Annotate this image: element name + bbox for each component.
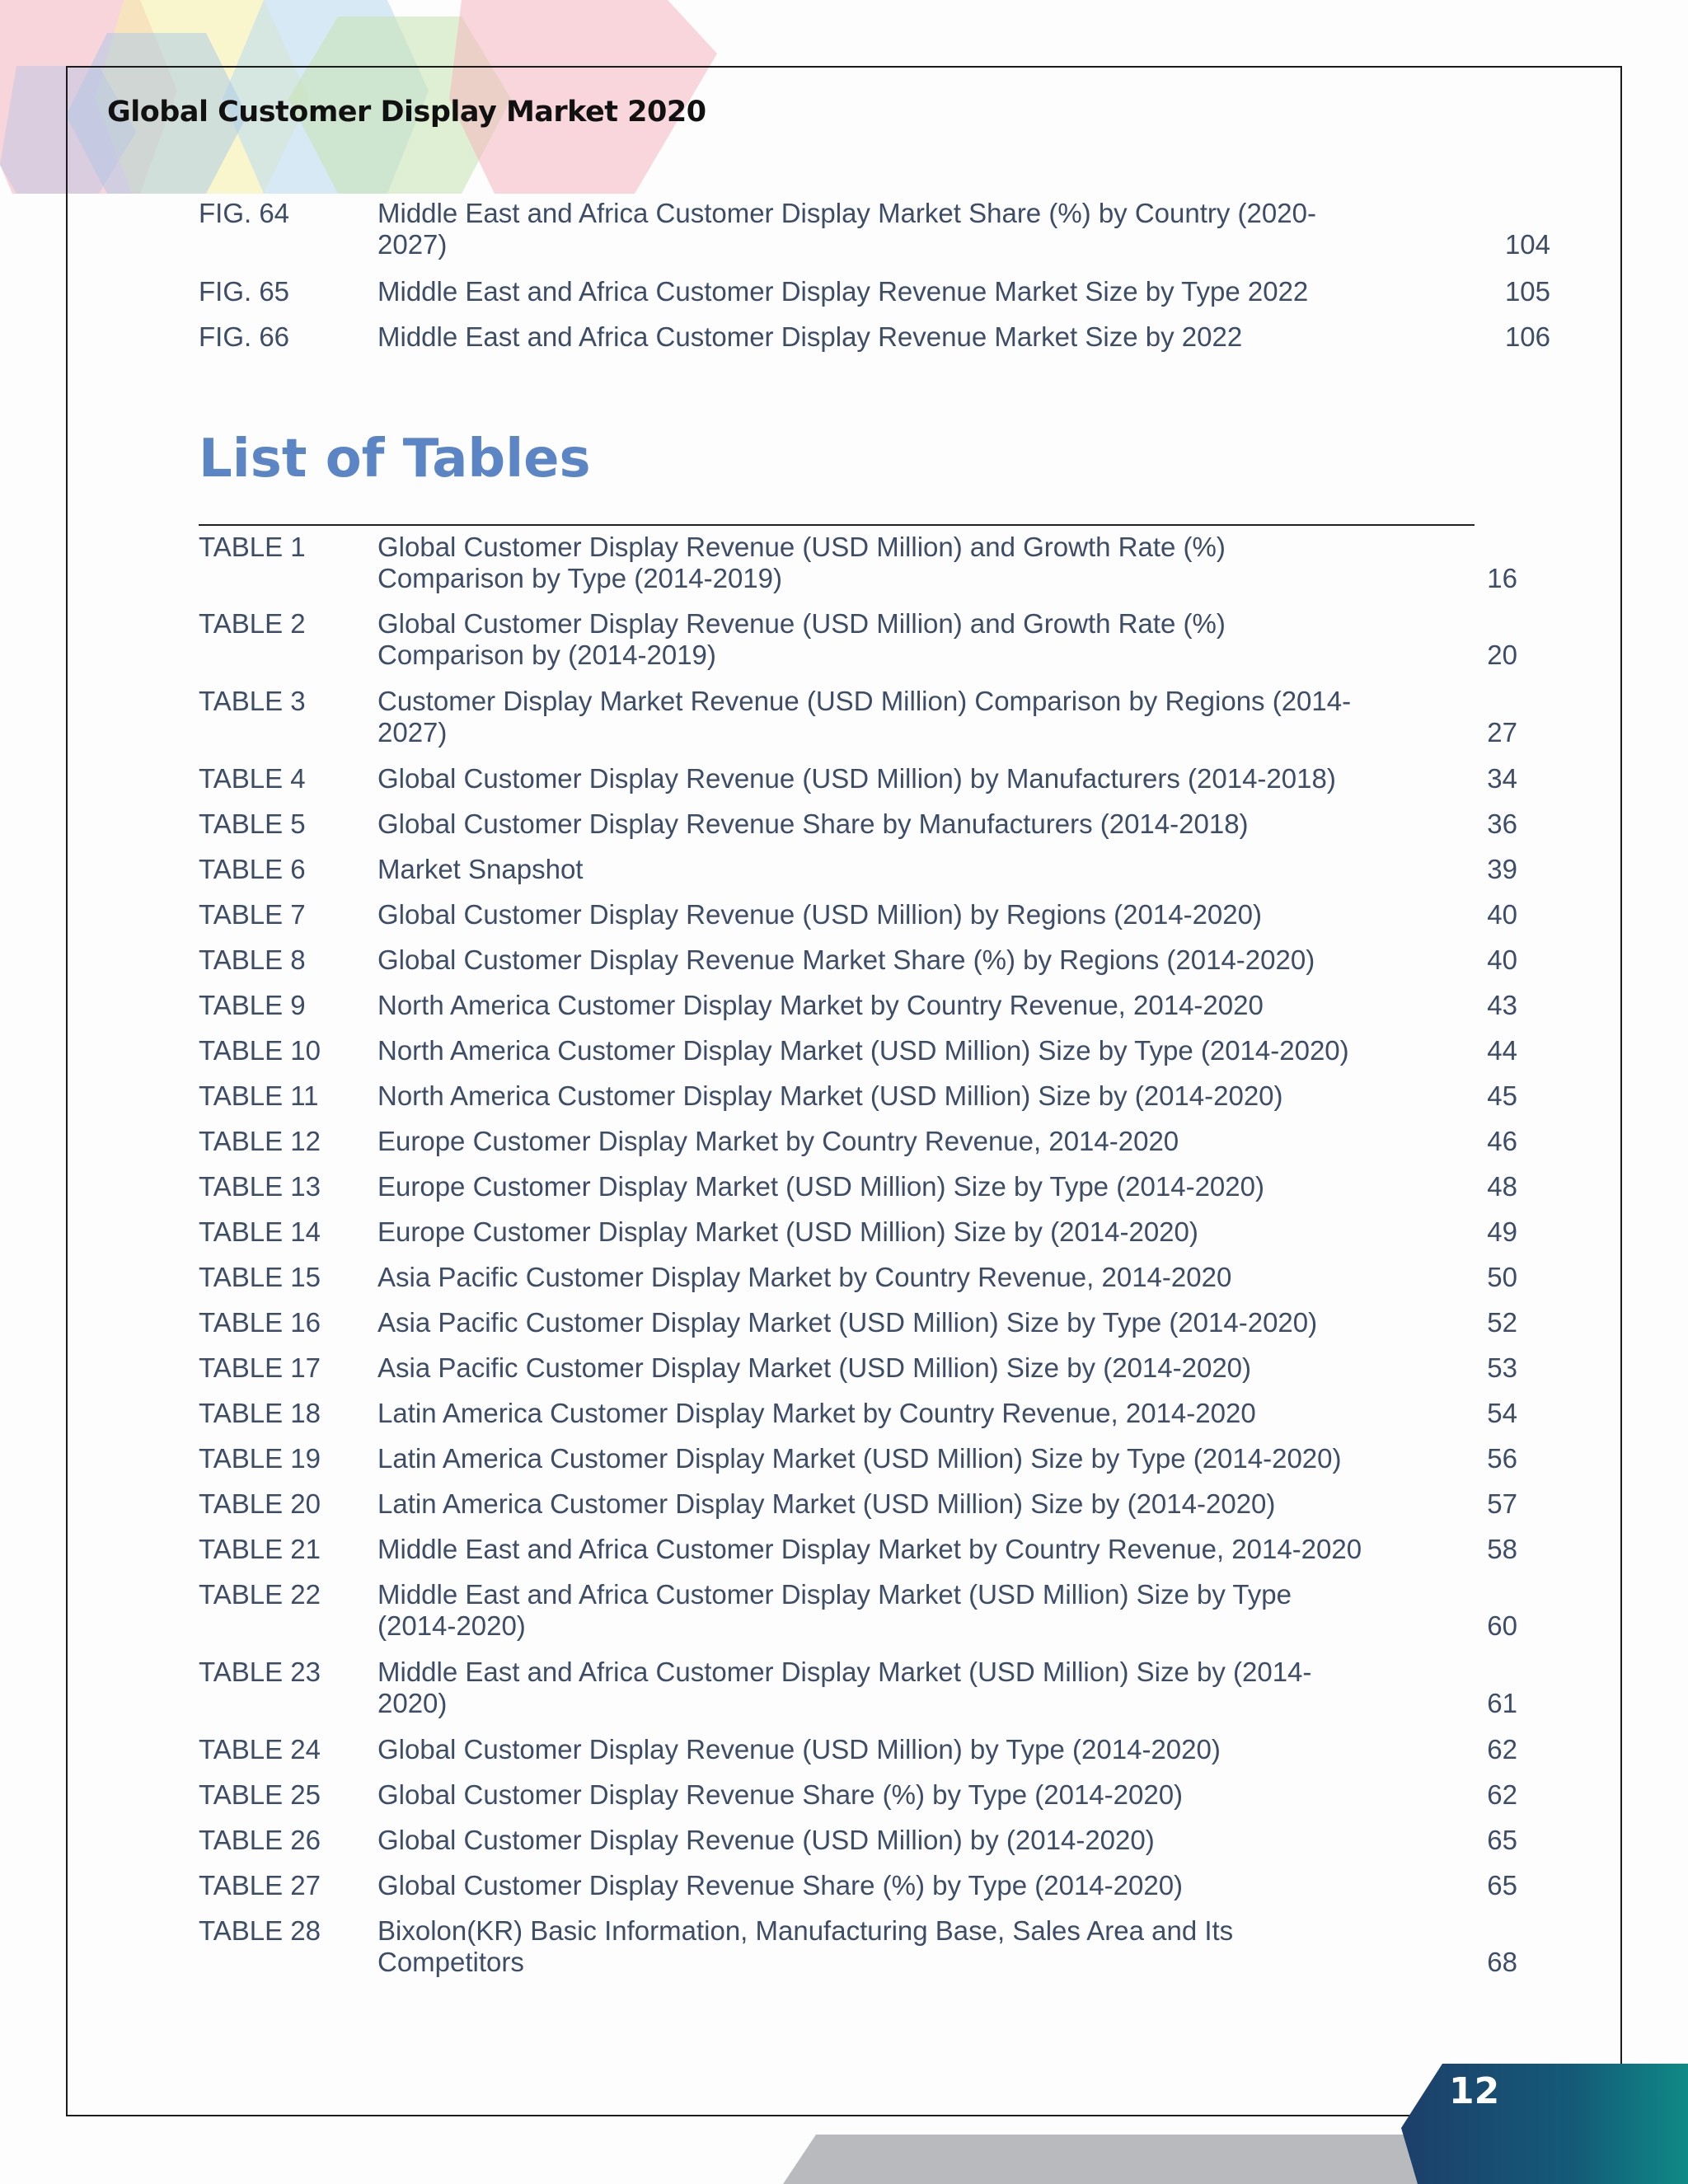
table-page-number: 36 — [1487, 808, 1517, 839]
table-label: TABLE 13 — [199, 1171, 321, 1202]
table-page-number: 58 — [1487, 1534, 1517, 1564]
table-label: TABLE 5 — [199, 808, 306, 839]
table-label: TABLE 9 — [199, 990, 306, 1020]
table-title: Middle East and Africa Customer Display Market by Country Revenue, 2014-2020 — [377, 1534, 1362, 1564]
table-label: TABLE 27 — [199, 1870, 321, 1900]
table-label: TABLE 7 — [199, 899, 306, 930]
figure-label: FIG. 65 — [199, 276, 290, 307]
table-label: TABLE 2 — [199, 608, 306, 639]
table-entry-6[interactable] — [199, 854, 1517, 885]
table-entry-28[interactable] — [199, 1915, 1517, 1978]
table-title: Latin America Customer Display Market by Country Revenue, 2014-2020 — [377, 1398, 1256, 1428]
table-label: TABLE 23 — [199, 1657, 321, 1687]
list-of-tables-heading: List of Tables — [199, 429, 591, 490]
table-label: TABLE 20 — [199, 1488, 321, 1519]
figure-page-number: 105 — [1504, 276, 1550, 307]
table-title: Global Customer Display Revenue (USD Million) by (2014-2020) — [377, 1825, 1155, 1855]
table-label: TABLE 21 — [199, 1534, 321, 1564]
table-page-number: 27 — [1487, 717, 1517, 748]
table-entry-25[interactable] — [199, 1779, 1517, 1811]
table-page-number: 61 — [1487, 1688, 1517, 1718]
table-page-number: 52 — [1487, 1307, 1517, 1338]
table-label: TABLE 14 — [199, 1216, 321, 1247]
table-entry-23[interactable] — [199, 1657, 1517, 1719]
table-page-number: 56 — [1487, 1443, 1517, 1474]
table-label: TABLE 8 — [199, 944, 306, 975]
table-label: TABLE 22 — [199, 1579, 321, 1610]
table-page-number: 34 — [1487, 763, 1517, 794]
table-page-number: 54 — [1487, 1398, 1517, 1428]
table-label: TABLE 28 — [199, 1915, 321, 1946]
table-label: TABLE 12 — [199, 1126, 321, 1156]
figure-title: Middle East and Africa Customer Display Market Share (%) by Country (2020- 2027) — [377, 198, 1316, 260]
table-entry-4[interactable] — [199, 763, 1517, 794]
table-entry-24[interactable] — [199, 1734, 1517, 1765]
table-title: Latin America Customer Display Market (USD Million) Size by (2014-2020) — [377, 1488, 1276, 1519]
table-title: Latin America Customer Display Market (USD Million) Size by Type (2014-2020) — [377, 1443, 1342, 1474]
table-title: Global Customer Display Revenue Share (%) by Type (2014-2020) — [377, 1870, 1184, 1900]
table-title: Global Customer Display Revenue (USD Million) and Growth Rate (%) Comparison by Type (2014-2019) — [377, 532, 1226, 593]
table-label: TABLE 11 — [199, 1080, 319, 1111]
table-entry-26[interactable] — [199, 1825, 1517, 1856]
table-entry-27[interactable] — [199, 1870, 1517, 1901]
table-page-number: 65 — [1487, 1825, 1517, 1855]
table-entry-15[interactable] — [199, 1262, 1517, 1293]
document-header-title: Global Customer Display Market 2020 — [107, 96, 706, 129]
table-page-number: 43 — [1487, 990, 1517, 1020]
table-page-number: 20 — [1487, 640, 1517, 670]
figure-entry-64[interactable] — [199, 198, 1550, 260]
table-label: TABLE 24 — [199, 1734, 321, 1765]
page-number-badge — [1401, 2064, 1688, 2184]
table-title: Global Customer Display Revenue Market Share (%) by Regions (2014-2020) — [377, 944, 1315, 975]
table-title: Asia Pacific Customer Display Market (USD Million) Size by Type (2014-2020) — [377, 1307, 1318, 1338]
table-page-number: 60 — [1487, 1610, 1517, 1641]
table-label: TABLE 19 — [199, 1443, 321, 1474]
figure-page-number: 104 — [1504, 229, 1550, 260]
table-title: Middle East and Africa Customer Display Market (USD Million) Size by Type (2014-2020) — [377, 1579, 1292, 1641]
table-page-number: 46 — [1487, 1126, 1517, 1156]
table-label: TABLE 26 — [199, 1825, 321, 1855]
table-entry-14[interactable] — [199, 1216, 1517, 1248]
figure-entry-65[interactable] — [199, 276, 1550, 307]
table-page-number: 45 — [1487, 1080, 1517, 1111]
table-label: TABLE 15 — [199, 1262, 321, 1292]
table-entry-10[interactable] — [199, 1035, 1517, 1066]
table-title: North America Customer Display Market (USD Million) Size by Type (2014-2020) — [377, 1035, 1349, 1066]
table-title: Middle East and Africa Customer Display Market (USD Million) Size by (2014- 2020) — [377, 1657, 1312, 1718]
table-title: Europe Customer Display Market (USD Million) Size by Type (2014-2020) — [377, 1171, 1264, 1202]
table-page-number: 40 — [1487, 944, 1517, 975]
table-title: Global Customer Display Revenue (USD Million) and Growth Rate (%) Comparison by (2014-2019) — [377, 608, 1226, 670]
table-entry-18[interactable] — [199, 1398, 1517, 1429]
table-entry-16[interactable] — [199, 1307, 1517, 1338]
table-page-number: 40 — [1487, 899, 1517, 930]
table-label: TABLE 16 — [199, 1307, 321, 1338]
table-entry-1[interactable] — [199, 532, 1517, 594]
table-page-number: 44 — [1487, 1035, 1517, 1066]
table-page-number: 62 — [1487, 1779, 1517, 1810]
figure-page-number: 106 — [1504, 321, 1550, 352]
table-page-number: 49 — [1487, 1216, 1517, 1247]
table-label: TABLE 1 — [199, 532, 306, 562]
table-entry-22[interactable] — [199, 1579, 1517, 1642]
table-label: TABLE 3 — [199, 686, 306, 716]
table-title: Global Customer Display Revenue Share (%) by Type (2014-2020) — [377, 1779, 1184, 1810]
table-entry-11[interactable] — [199, 1080, 1517, 1112]
table-entry-19[interactable] — [199, 1443, 1517, 1474]
table-page-number: 65 — [1487, 1870, 1517, 1900]
table-title: Asia Pacific Customer Display Market (USD Million) Size by (2014-2020) — [377, 1352, 1252, 1383]
table-page-number: 50 — [1487, 1262, 1517, 1292]
table-entry-8[interactable] — [199, 944, 1517, 976]
table-entry-21[interactable] — [199, 1534, 1517, 1565]
table-title: Europe Customer Display Market by Country Revenue, 2014-2020 — [377, 1126, 1179, 1156]
table-title: Global Customer Display Revenue (USD Million) by Manufacturers (2014-2018) — [377, 763, 1336, 794]
table-page-number: 68 — [1487, 1947, 1517, 1977]
table-entry-7[interactable] — [199, 899, 1517, 930]
figure-entry-66[interactable] — [199, 321, 1550, 353]
table-title: Market Snapshot — [377, 854, 584, 884]
table-entry-5[interactable] — [199, 808, 1517, 840]
table-entry-13[interactable] — [199, 1171, 1517, 1202]
heading-rule — [199, 524, 1475, 526]
table-label: TABLE 10 — [199, 1035, 321, 1066]
table-title: Global Customer Display Revenue (USD Million) by Regions (2014-2020) — [377, 899, 1262, 930]
figure-label: FIG. 64 — [199, 198, 290, 228]
table-title: Europe Customer Display Market (USD Million) Size by (2014-2020) — [377, 1216, 1198, 1247]
table-entry-17[interactable] — [199, 1352, 1517, 1384]
table-label: TABLE 17 — [199, 1352, 321, 1383]
table-title: North America Customer Display Market by Country Revenue, 2014-2020 — [377, 990, 1264, 1020]
table-title: Bixolon(KR) Basic Information, Manufacturing Base, Sales Area and Its Competitors — [377, 1915, 1234, 1977]
figure-label: FIG. 66 — [199, 321, 290, 352]
table-page-number: 62 — [1487, 1734, 1517, 1765]
table-title: Global Customer Display Revenue (USD Million) by Type (2014-2020) — [377, 1734, 1221, 1765]
table-page-number: 57 — [1487, 1488, 1517, 1519]
table-label: TABLE 25 — [199, 1779, 321, 1810]
table-entry-3[interactable] — [199, 686, 1517, 748]
table-title: Customer Display Market Revenue (USD Million) Comparison by Regions (2014- 2027) — [377, 686, 1352, 748]
table-entry-12[interactable] — [199, 1126, 1517, 1157]
table-entry-2[interactable] — [199, 608, 1517, 671]
table-title: North America Customer Display Market (USD Million) Size by (2014-2020) — [377, 1080, 1283, 1111]
table-page-number: 48 — [1487, 1171, 1517, 1202]
table-title: Global Customer Display Revenue Share by Manufacturers (2014-2018) — [377, 808, 1249, 839]
figure-title: Middle East and Africa Customer Display Revenue Market Size by Type 2022 — [377, 276, 1309, 307]
table-page-number: 16 — [1487, 563, 1517, 593]
figure-title: Middle East and Africa Customer Display Revenue Market Size by 2022 — [377, 321, 1243, 352]
table-label: TABLE 18 — [199, 1398, 321, 1428]
table-entry-20[interactable] — [199, 1488, 1517, 1520]
table-label: TABLE 4 — [199, 763, 306, 794]
table-page-number: 39 — [1487, 854, 1517, 884]
table-title: Asia Pacific Customer Display Market by Country Revenue, 2014-2020 — [377, 1262, 1232, 1292]
table-label: TABLE 6 — [199, 854, 306, 884]
table-entry-9[interactable] — [199, 990, 1517, 1021]
page-number: 12 — [1449, 2070, 1500, 2112]
table-page-number: 53 — [1487, 1352, 1517, 1383]
